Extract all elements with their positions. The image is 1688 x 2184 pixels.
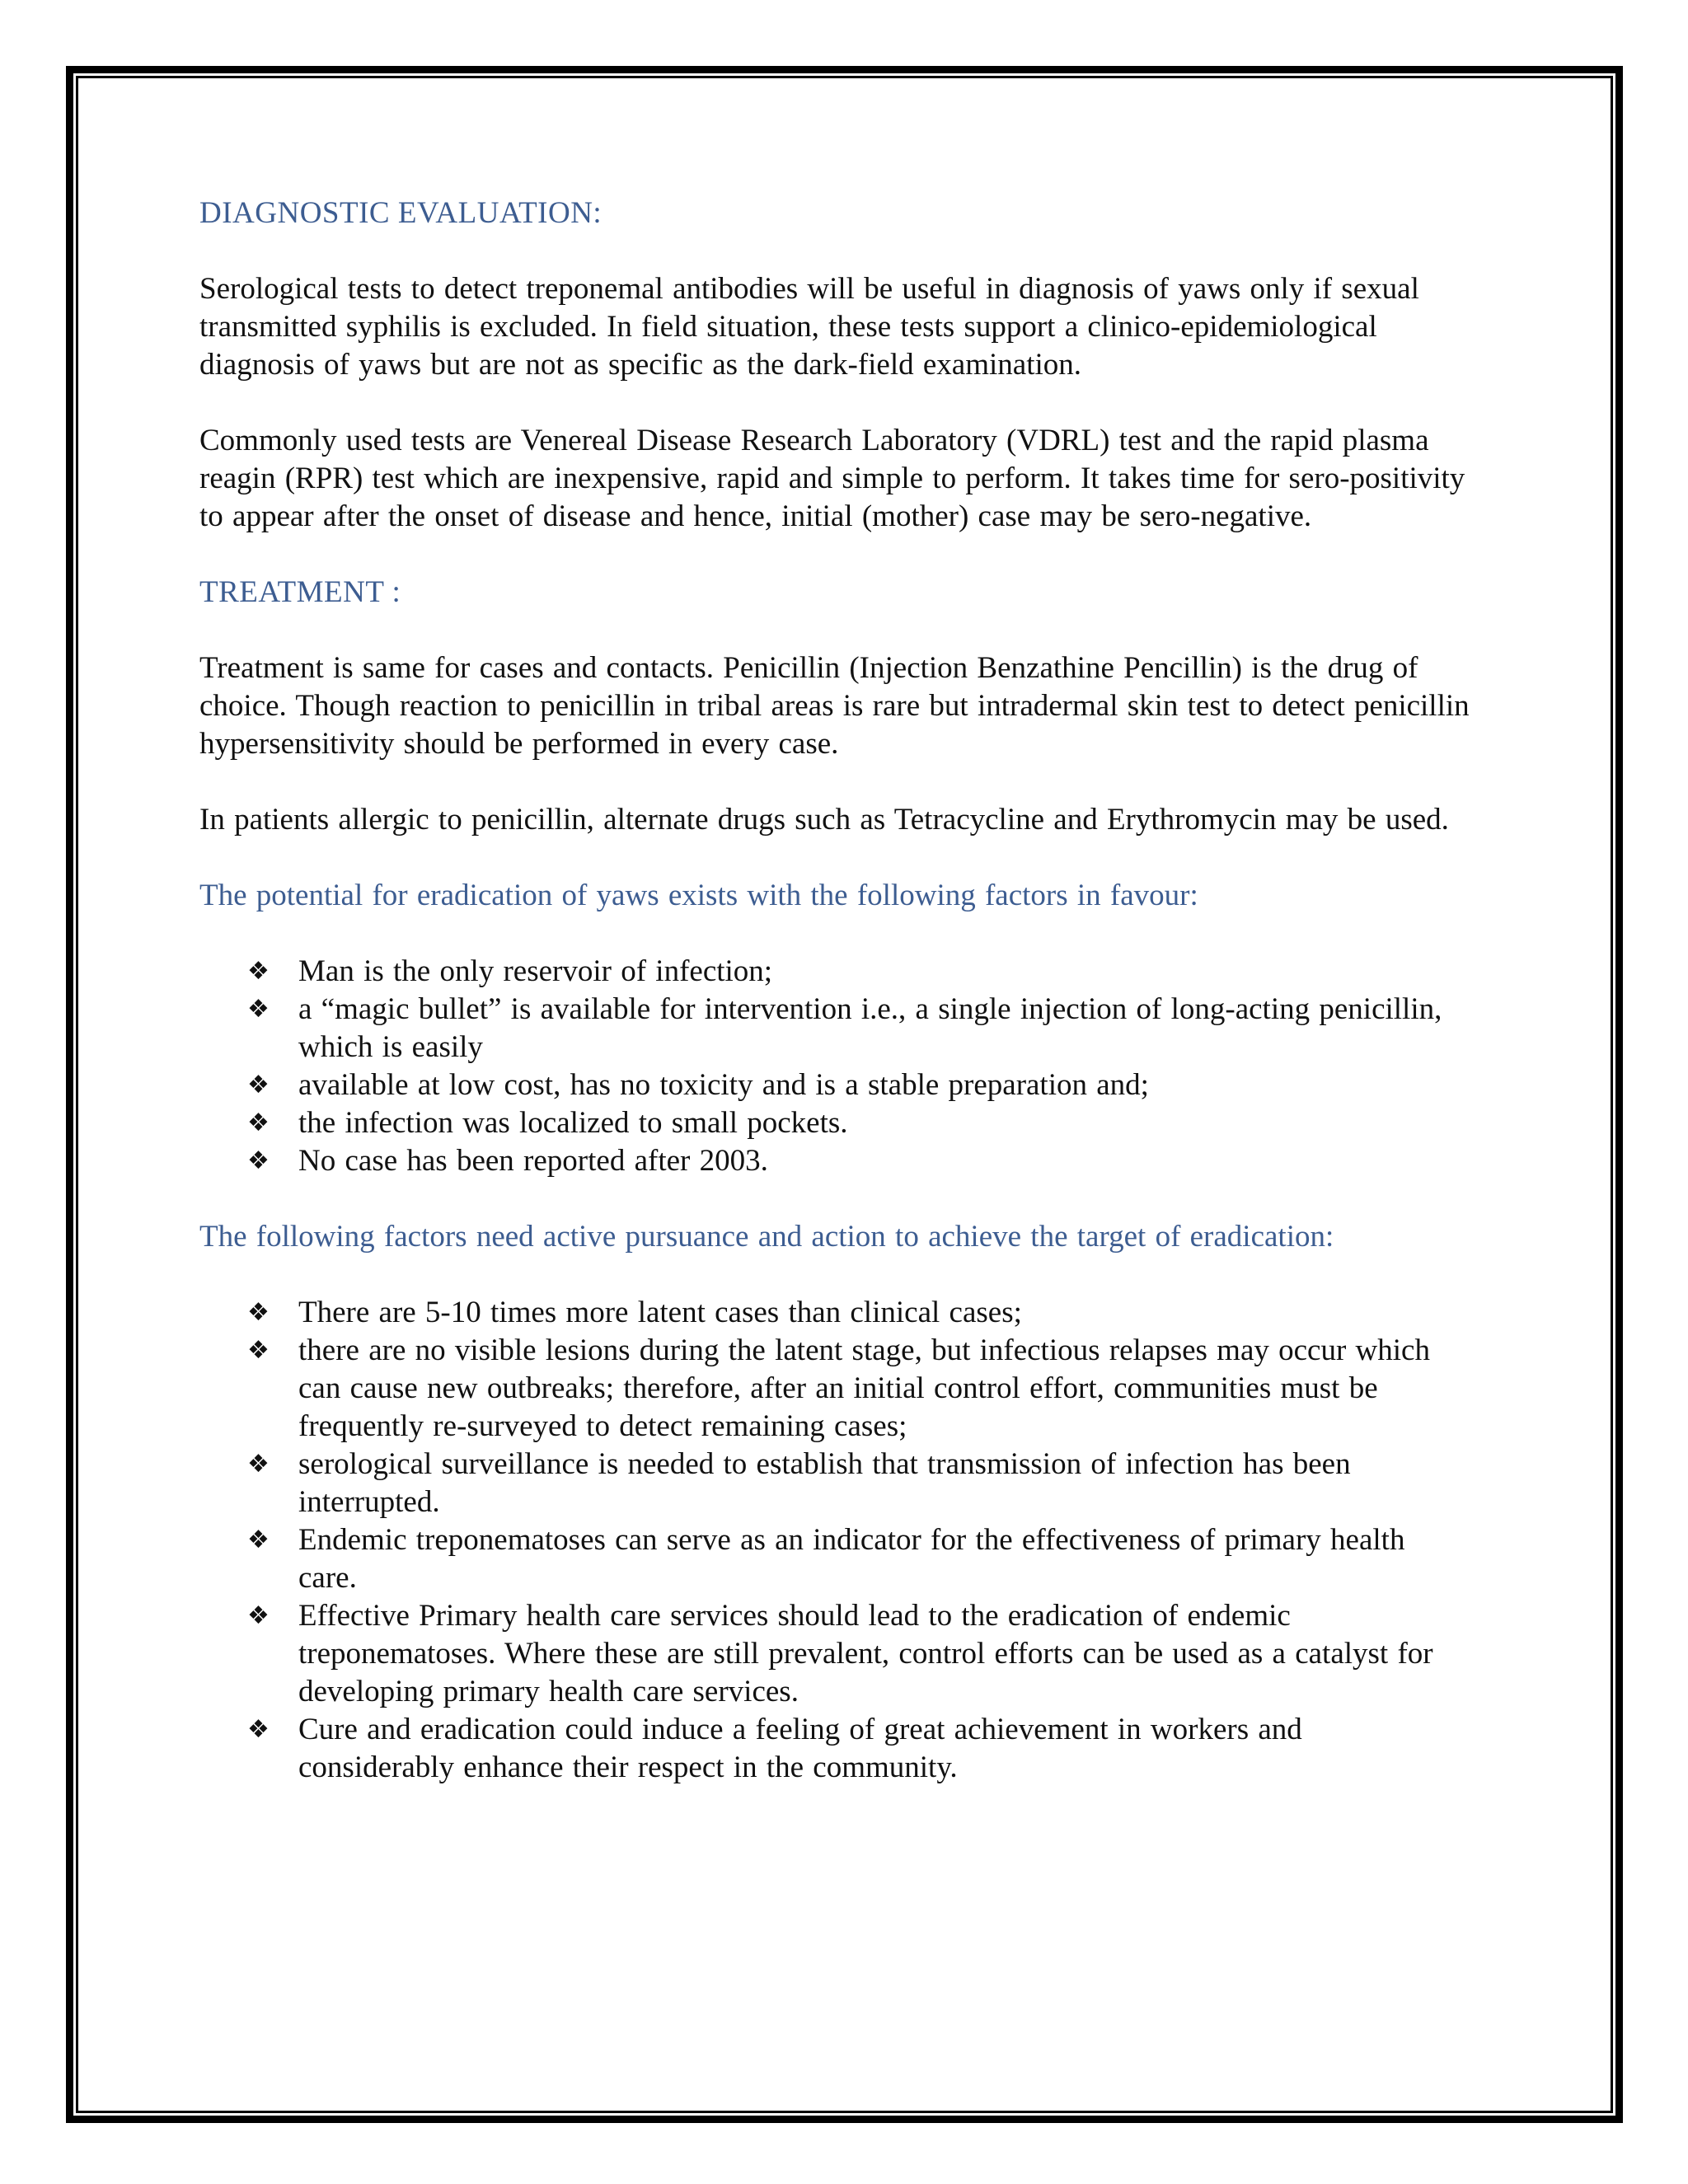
list-item-text: the infection was localized to small pockets. [298, 1106, 848, 1140]
diamond-bullet-icon: ❖ [247, 1146, 270, 1175]
treatment-paragraph-2: In patients allergic to penicillin, alternate drugs such as Tetracycline and Erythromycin may be used. [199, 803, 1449, 837]
list-item [247, 1521, 1485, 1597]
list-item-text: a “magic bullet” is available for intervention i.e., a single injection of long-acting penicillin, which is easily [298, 992, 1442, 1064]
list-item [247, 953, 1485, 991]
action-factors-list [199, 1294, 1485, 1787]
list-item [247, 1294, 1485, 1332]
list-item [247, 1142, 1485, 1180]
diamond-bullet-icon: ❖ [247, 1450, 270, 1479]
list-item-text: Cure and eradication could induce a feeling of great achievement in workers and considerably enhance their respect in the community. [298, 1713, 1302, 1784]
list-item [247, 1332, 1485, 1446]
list-item [247, 991, 1485, 1066]
treatment-paragraph-1: Treatment is same for cases and contacts. Penicillin (Injection Benzathine Pencillin) is the drug of choice. Though reaction to penicillin in tribal areas is rare but intradermal skin test to detect penicillin hypersensitivity should be performed in every case. [199, 651, 1470, 761]
list-item [247, 1597, 1485, 1711]
list-item-text: there are no visible lesions during the latent stage, but infectious relapses may occur which can cause new outbreaks; therefore, after an initial control effort, communities must be frequently re-surveyed to detect remaining cases; [298, 1333, 1430, 1443]
diamond-bullet-icon: ❖ [247, 1601, 270, 1630]
diamond-bullet-icon: ❖ [247, 1108, 270, 1137]
action-factors-heading: The following factors need active pursuance and action to achieve the target of eradication: [199, 1220, 1334, 1254]
diamond-bullet-icon: ❖ [247, 1298, 270, 1327]
diamond-bullet-icon: ❖ [247, 1071, 270, 1099]
list-item [247, 1711, 1485, 1787]
diamond-bullet-icon: ❖ [247, 957, 270, 986]
list-item-text: There are 5-10 times more latent cases than clinical cases; [298, 1296, 1022, 1329]
list-item-text: available at low cost, has no toxicity and is a stable preparation and; [298, 1068, 1149, 1102]
eradication-potential-heading: The potential for eradication of yaws exists with the following factors in favour: [199, 879, 1198, 912]
eradication-potential-list [199, 953, 1485, 1180]
list-item [247, 1066, 1485, 1104]
diamond-bullet-icon: ❖ [247, 995, 270, 1024]
list-item-text: Endemic treponematoses can serve as an indicator for the effectiveness of primary health care. [298, 1523, 1405, 1595]
diamond-bullet-icon: ❖ [247, 1526, 270, 1554]
list-item-text: Effective Primary health care services should lead to the eradication of endemic treponematoses. Where these are still prevalent, control efforts can be used as a catalyst for developing primary health care services. [298, 1599, 1433, 1708]
document-body [199, 194, 1485, 1825]
diamond-bullet-icon: ❖ [247, 1715, 270, 1744]
list-item-text: serological surveillance is needed to establish that transmission of infection has been interrupted. [298, 1447, 1351, 1519]
diagnostic-paragraph-2: Commonly used tests are Venereal Disease Research Laboratory (VDRL) test and the rapid plasma reagin (RPR) test which are inexpensive, rapid and simple to perform. It takes time for sero-positivity to appear after the onset of disease and hence, initial (mother) case may be sero-negative. [199, 424, 1465, 533]
list-item [247, 1446, 1485, 1521]
list-item [247, 1104, 1485, 1142]
diamond-bullet-icon: ❖ [247, 1336, 270, 1365]
list-item-text: Man is the only reservoir of infection; [298, 954, 773, 988]
list-item-text: No case has been reported after 2003. [298, 1144, 768, 1178]
diagnostic-paragraph-1: Serological tests to detect treponemal antibodies will be useful in diagnosis of yaws only if sexual transmitted syphilis is excluded. In field situation, these tests support a clinico-epidemiological diagnosis of yaws but are not as specific as the dark-field examination. [199, 272, 1419, 382]
diagnostic-evaluation-heading: DIAGNOSTIC EVALUATION: [199, 196, 603, 230]
treatment-heading: TREATMENT : [199, 575, 401, 609]
